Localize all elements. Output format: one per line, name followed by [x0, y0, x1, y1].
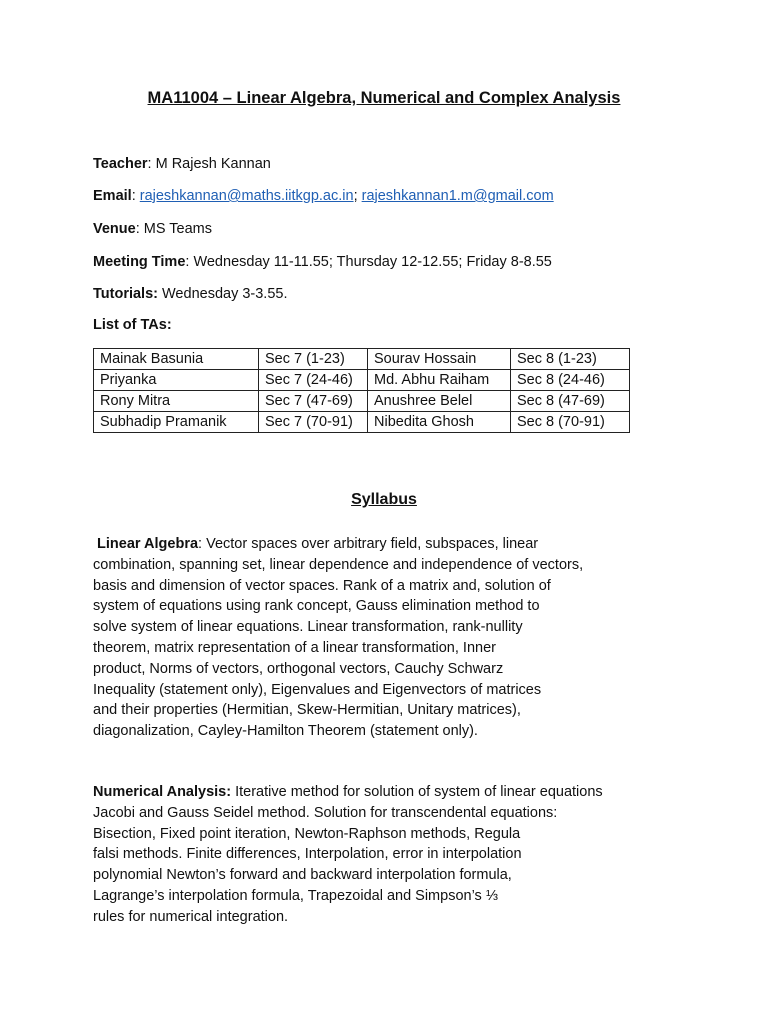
table-cell: Sourav Hossain: [368, 349, 511, 370]
table-cell: Md. Abhu Raiham: [368, 370, 511, 391]
email-separator-2: ;: [353, 188, 362, 204]
tas-label: List of TAs:: [93, 317, 172, 333]
table-cell: Anushree Belel: [368, 391, 511, 412]
teacher-label: Teacher: [93, 156, 148, 172]
email-link-institute[interactable]: rajeshkannan@maths.iitkgp.ac.in: [139, 188, 354, 204]
table-cell: Sec 7 (1-23): [259, 349, 368, 370]
table-cell: Nibedita Ghosh: [368, 412, 511, 433]
text-span: : Vector spaces over arbitrary field, subspaces, linear: [198, 536, 539, 552]
numerical-analysis-paragraph: [93, 782, 603, 928]
text-line: theorem, matrix representation of a linear transformation, Inner: [93, 639, 496, 656]
text-line: Lagrange’s interpolation formula, Trapezoidal and Simpson’s ⅓: [93, 887, 498, 904]
meeting-time-line: [93, 254, 552, 270]
text-line: combination, spanning set, linear dependence and independence of vectors,: [93, 556, 584, 573]
text-line: diagonalization, Cayley-Hamilton Theorem (statement only).: [93, 723, 478, 740]
venue-label: Venue: [93, 221, 136, 237]
text-line: solve system of linear equations. Linear transformation, rank-nullity: [93, 619, 523, 636]
text-line: Inequality (statement only), Eigenvalues and Eigenvectors of matrices: [93, 681, 542, 698]
text-line: product, Norms of vectors, orthogonal vectors, Cauchy Schwarz: [93, 660, 504, 677]
text-line: Bisection, Fixed point iteration, Newton-Raphson methods, Regula: [93, 825, 521, 842]
tutorials-value: Wednesday 3-3.55.: [157, 286, 288, 302]
email-label: Email: [93, 188, 132, 204]
course-title: MA11004 – Linear Algebra, Numerical and Complex Analysis: [147, 89, 621, 107]
text-line: basis and dimension of vector spaces. Rank of a matrix and, solution of: [93, 577, 551, 594]
tutorials-line: [93, 286, 288, 302]
table-cell: Sec 7 (47-69): [259, 391, 368, 412]
table-row: [94, 370, 630, 391]
table-row: [94, 412, 630, 433]
email-link-gmail[interactable]: rajeshkannan1.m@gmail.com: [361, 188, 554, 204]
tas-heading: [93, 317, 172, 333]
venue-line: [93, 221, 212, 237]
table-cell: Rony Mitra: [94, 391, 259, 412]
table-row: [94, 391, 630, 412]
table-cell: Subhadip Pramanik: [94, 412, 259, 433]
venue-value: : MS Teams: [135, 221, 212, 237]
text-line: Jacobi and Gauss Seidel method. Solution for transcendental equations:: [93, 804, 558, 821]
email-line: [93, 188, 554, 204]
table-row: [94, 349, 630, 370]
linear-algebra-label: Linear Algebra: [97, 536, 199, 552]
email-separator-1: :: [131, 188, 140, 204]
text-line: rules for numerical integration.: [93, 908, 289, 925]
teacher-value: : M Rajesh Kannan: [147, 156, 271, 172]
tas-table: [93, 348, 630, 433]
text-line: [93, 534, 583, 555]
table-cell: Priyanka: [94, 370, 259, 391]
text-line: and their properties (Hermitian, Skew-Hermitian, Unitary matrices),: [93, 702, 521, 719]
table-cell: Sec 7 (70-91): [259, 412, 368, 433]
table-cell: Sec 8 (24-46): [511, 370, 630, 391]
table-cell: Sec 8 (1-23): [511, 349, 630, 370]
text-line: polynomial Newton’s forward and backward interpolation formula,: [93, 867, 512, 884]
teacher-line: [93, 156, 271, 172]
text-line: system of equations using rank concept, Gauss elimination method to: [93, 598, 540, 615]
table-cell: Sec 8 (47-69): [511, 391, 630, 412]
syllabus-heading: Syllabus: [351, 491, 417, 508]
meeting-time-value: : Wednesday 11-11.55; Thursday 12-12.55; Friday 8-8.55: [185, 254, 552, 270]
meeting-time-label: Meeting Time: [93, 254, 186, 270]
linear-algebra-paragraph: [93, 534, 583, 742]
table-cell: Sec 8 (70-91): [511, 412, 630, 433]
table-cell: Sec 7 (24-46): [259, 370, 368, 391]
numerical-analysis-label: Numerical Analysis:: [93, 784, 232, 800]
text-line: falsi methods. Finite differences, Interpolation, error in interpolation: [93, 846, 522, 863]
text-span: Iterative method for solution of system of linear equations: [231, 784, 603, 800]
tutorials-label: Tutorials:: [93, 286, 158, 302]
table-cell: Mainak Basunia: [94, 349, 259, 370]
text-line: [93, 782, 603, 803]
